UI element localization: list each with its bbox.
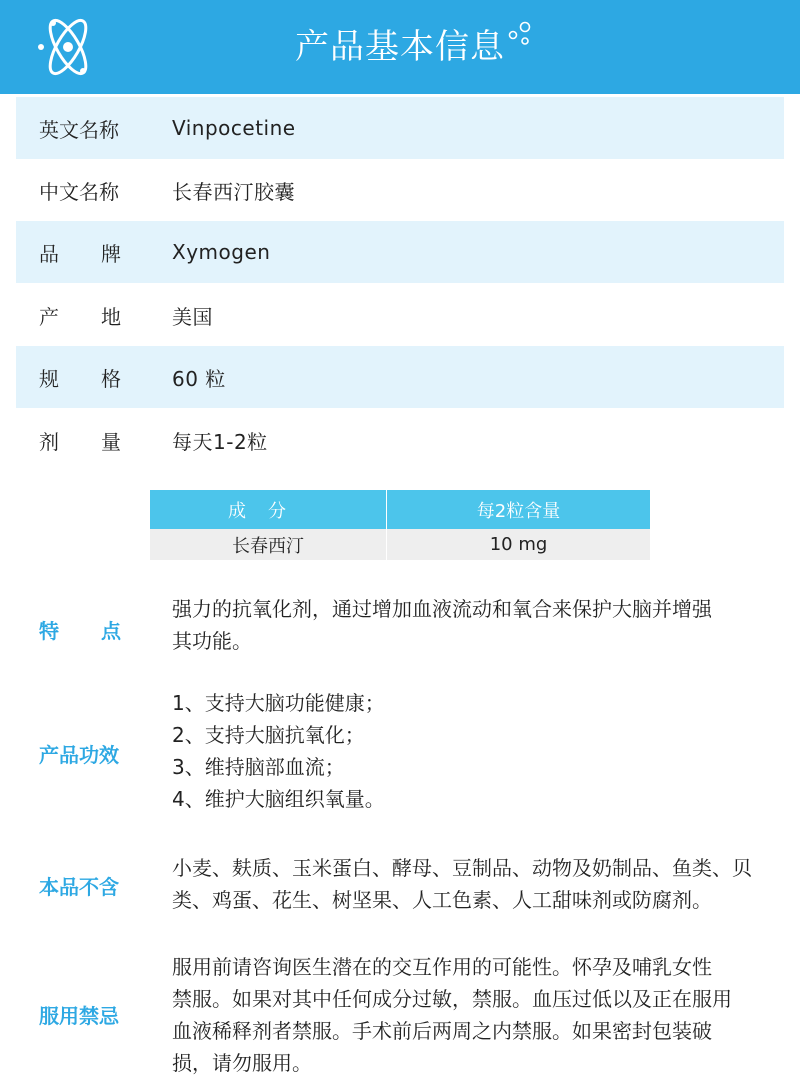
text-line: 类、鸡蛋、花生、树坚果、人工色素、人工甜味剂或防腐剂。 (172, 888, 712, 912)
bubbles-icon (505, 20, 533, 48)
info-label: 英文名称 (39, 117, 119, 142)
section-text-effects (172, 687, 752, 815)
label-char: 成 (228, 500, 246, 522)
text-line: 3、维持脑部血流； (172, 755, 345, 779)
text-line: 强力的抗氧化剂，通过增加血液流动和氧合来保护大脑并增强 (172, 597, 712, 621)
text-line: 4、维护大脑组织氧量。 (172, 787, 385, 811)
section-label-excludes: 本品不含 (39, 875, 119, 899)
section-text-features (172, 593, 752, 657)
label-char: 地 (101, 304, 121, 329)
ingredients-table (150, 490, 650, 560)
header-banner (0, 0, 800, 94)
text-line: 服用前请咨询医生潜在的交互作用的可能性。怀孕及哺乳女性 (172, 955, 712, 979)
text-line: 禁服。如果对其中任何成分过敏，禁服。血压过低以及正在服用 (172, 987, 732, 1011)
header-amount: 每2粒含量 (386, 490, 650, 529)
label-char: 剂 (39, 429, 59, 454)
table-header (150, 490, 650, 529)
info-value: 美国 (172, 304, 213, 329)
label-char: 分 (268, 500, 286, 522)
info-row-dosage (16, 409, 784, 471)
label-char: 量 (101, 429, 121, 454)
label-char: 特 (39, 619, 59, 643)
info-row-english-name (16, 97, 784, 159)
text-line: 血液稀释剂者禁服。手术前后两周之内禁服。如果密封包装破 (172, 1019, 712, 1043)
info-value: 长春西汀胶囊 (172, 179, 295, 204)
label-char: 规 (39, 366, 59, 391)
text-line: 其功能。 (172, 629, 252, 653)
section-label-effects: 产品功效 (39, 743, 119, 767)
text-line: 1、支持大脑功能健康； (172, 691, 385, 715)
label-char: 点 (101, 619, 121, 643)
section-label-warnings: 服用禁忌 (39, 1004, 119, 1028)
text-line: 小麦、麸质、玉米蛋白、酵母、豆制品、动物及奶制品、鱼类、贝 (172, 856, 752, 880)
ingredient-name: 长春西汀 (232, 535, 304, 557)
section-text-excludes (172, 852, 752, 916)
ingredient-amount: 10 mg (386, 529, 650, 560)
header-ingredient-label (228, 497, 308, 523)
info-row-origin (16, 284, 784, 346)
section-label-features (39, 615, 121, 644)
text-line: 损，请勿服用。 (172, 1051, 312, 1075)
info-label (39, 238, 121, 267)
page-title: 产品基本信息 (295, 27, 505, 67)
info-row-brand (16, 221, 784, 283)
info-row-chinese-name (16, 159, 784, 221)
info-label (39, 301, 121, 330)
table-row (150, 529, 650, 560)
info-label (39, 426, 121, 455)
text-line: 2、支持大脑抗氧化； (172, 723, 365, 747)
label-char: 品 (39, 241, 59, 266)
label-char: 产 (39, 304, 59, 329)
info-label: 中文名称 (39, 179, 119, 204)
info-value: Xymogen (172, 240, 271, 264)
info-value: Vinpocetine (172, 116, 296, 140)
info-row-spec (16, 346, 784, 408)
label-char: 格 (101, 366, 121, 391)
info-value: 每天1-2粒 (172, 429, 268, 454)
info-label (39, 363, 121, 392)
info-value: 60 粒 (172, 366, 226, 391)
label-char: 牌 (101, 241, 121, 266)
header-ingredient (150, 490, 386, 529)
section-text-warnings (172, 951, 752, 1079)
